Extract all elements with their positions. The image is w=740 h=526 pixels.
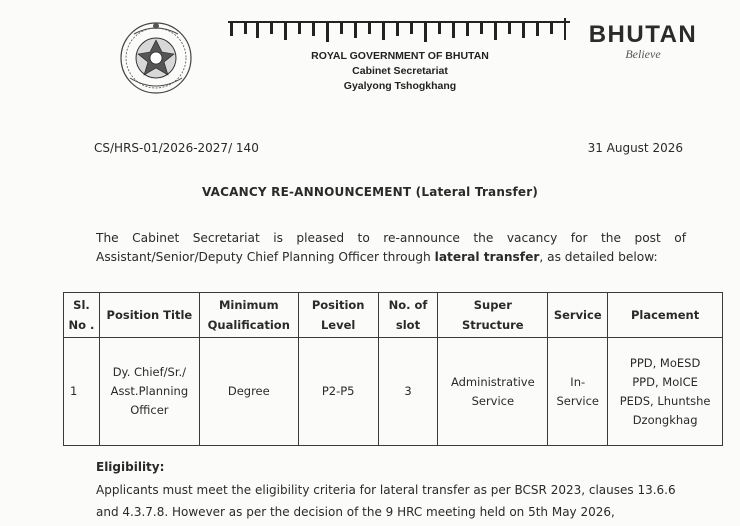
header-service: Service [548,293,608,338]
building-name: Gyalyong Tshogkhang [343,80,457,92]
intro-text-bold: lateral transfer [434,250,540,264]
header-position-title: Position Title [99,293,199,338]
header-minimum-qualification: Minimum Qualification [199,293,298,338]
vacancy-table [63,292,723,446]
cell-qualification: Degree [199,338,298,446]
eligibility-heading: Eligibility: [96,460,165,474]
header-no-of-slot: No. of slot [378,293,438,338]
cell-placement [608,338,723,446]
document-title: VACANCY RE-ANNOUNCEMENT (Lateral Transfer) [201,185,539,199]
cell-sl-no: 1 [64,338,100,446]
government-name: ROYAL GOVERNMENT OF BHUTAN [311,50,489,62]
intro-text-end: , as detailed below: [539,250,658,264]
header-super-structure: Super Structure [438,293,548,338]
cell-position-title: Dy. Chief/Sr./ Asst.Planning Officer [99,338,199,446]
cell-position-level: P2-P5 [298,338,378,446]
government-header [230,49,570,94]
table-row [64,338,723,446]
intro-text-start: The Cabinet Secretariat is pleased to re-announce the vacancy for the post of Assistant/Senior/Deputy Chief Planning Officer through [96,231,686,264]
cell-super-structure: Administrative Service [438,338,548,446]
royal-emblem-seal [116,20,196,96]
placement-line: PEDS, Lhuntshe [619,393,711,408]
brand-name: BHUTAN [588,21,698,48]
office-name: Cabinet Secretariat [352,65,448,77]
intro-paragraph [96,229,686,267]
cell-service: In- Service [548,338,608,446]
header-placement: Placement [608,293,723,338]
bhutan-brand-logo [586,22,700,61]
header-sl-no: Sl. No . [64,293,100,338]
header-position-level: Position Level [298,293,378,338]
placement-line: PPD, MoICE [632,374,698,389]
placement-line: PPD, MoESD [629,355,701,370]
eligibility-text: Applicants must meet the eligibility criteria for lateral transfer as per BCSR 2023, clauses 13.6.6 and 4.3.7.8. However as per the decision of the 9 HRC meeting held on 5th May 2026, [96,483,676,519]
brand-tagline: Believe [625,47,661,61]
letter-date: 31 August 2026 [587,141,683,155]
cell-slots: 3 [378,338,438,446]
dzongkha-title [226,12,572,46]
reference-number: CS/HRS-01/2026-2027/ 140 [94,141,259,155]
placement-line: Dzongkhag [632,412,698,427]
table-header-row [64,293,723,338]
